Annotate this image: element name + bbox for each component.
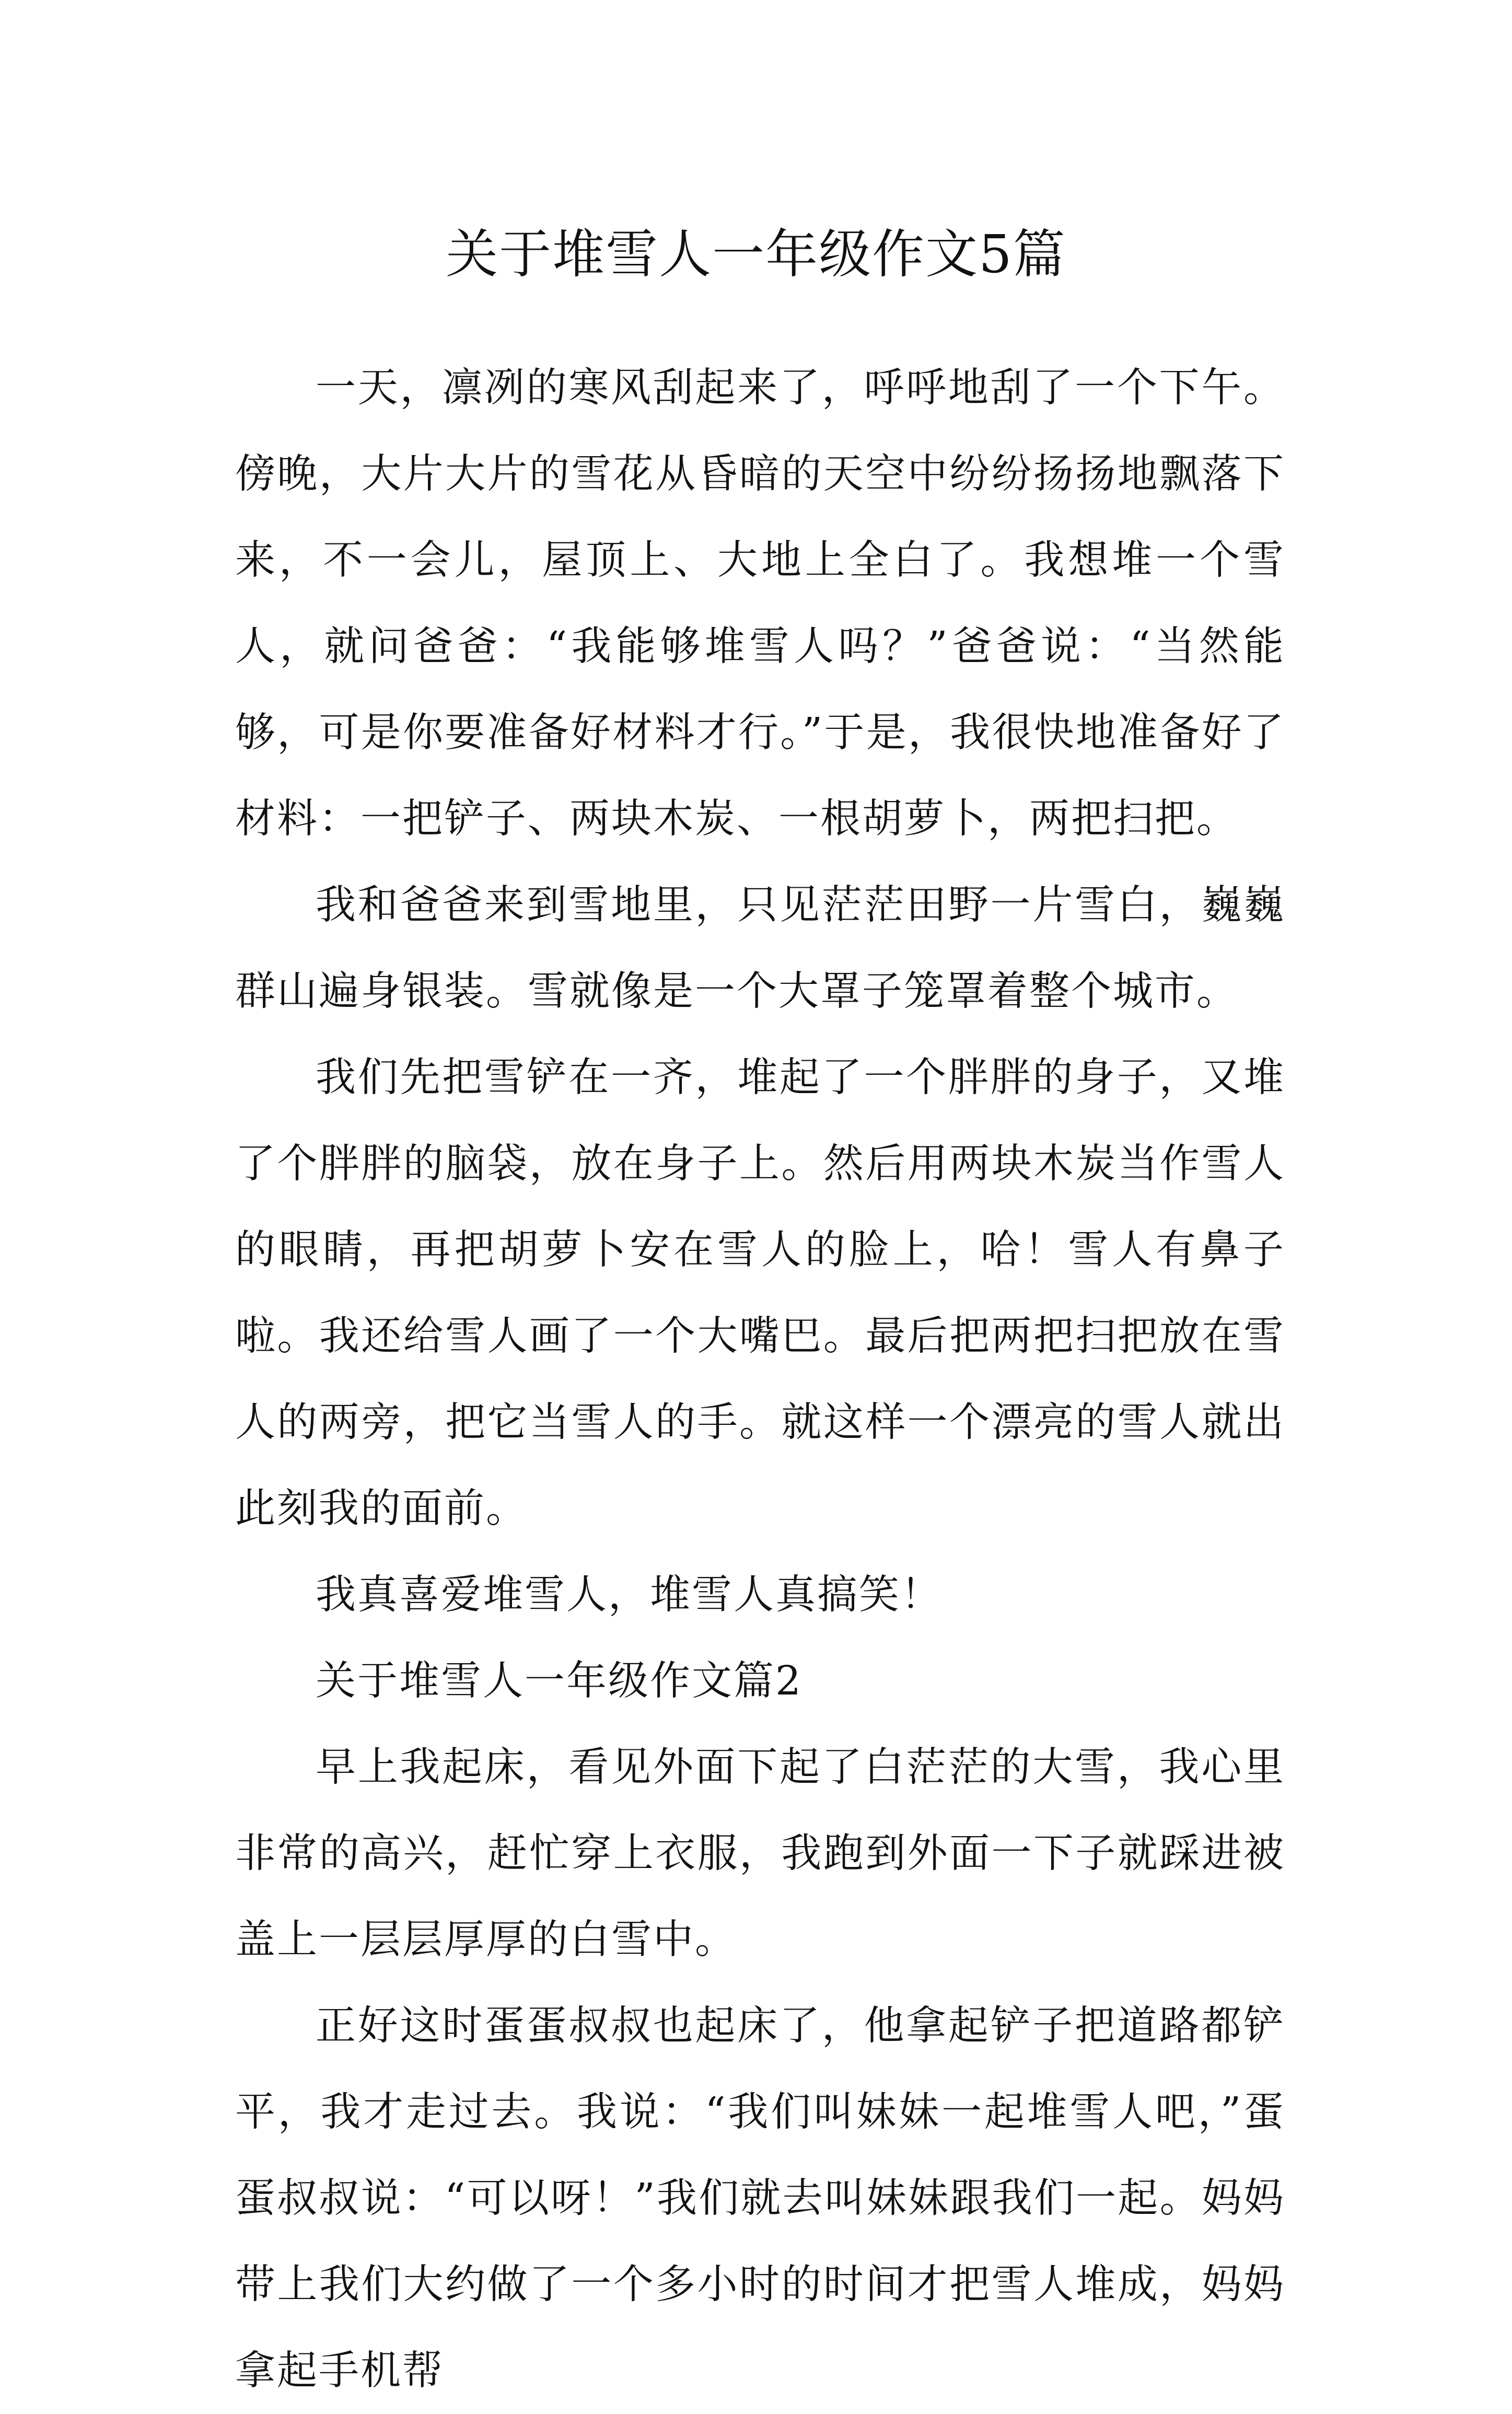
paragraph-1: 一天，凛冽的寒风刮起来了，呼呼地刮了一个下午。傍晚，大片大片的雪花从昏暗的天空中纷纷扬扬地飘落下来，不一会儿，屋顶上、大地上全白了。我想堆一个雪人，就问爸爸：“我能够堆雪人吗？”爸爸说：“当然能够，可是你要准备好材料才行。”于是，我很快地准备好了材料：一把铲子、两块木炭、一根胡萝卜，两把扫把。	[235, 365, 1285, 842]
paragraph-4: 我真喜爱堆雪人，堆雪人真搞笑！	[316, 1572, 943, 1618]
paragraph-5: 早上我起床，看见外面下起了白茫茫的大雪，我心里非常的高兴，赶忙穿上衣服，我跑到外面一下子就踩进被盖上一层层厚厚的白雪中。	[235, 1744, 1285, 1963]
paragraph-2: 我和爸爸来到雪地里，只见茫茫田野一片雪白，巍巍群山遍身银装。雪就像是一个大罩子笼罩着整个城市。	[235, 882, 1285, 1015]
document-body	[235, 345, 1285, 2414]
document-title: 关于堆雪人一年级作文5篇	[446, 224, 1066, 285]
paragraph-6: 正好这时蛋蛋叔叔也起床了，他拿起铲子把道路都铲平，我才走过去。我说：“我们叫妹妹一起堆雪人吧，”蛋蛋叔叔说：“可以呀！”我们就去叫妹妹跟我们一起。妈妈带上我们大约做了一个多小时的时间才把雪人堆成，妈妈拿起手机帮	[235, 2003, 1285, 2394]
section-heading: 关于堆雪人一年级作文篇2	[316, 1658, 802, 1704]
paragraph-3: 我们先把雪铲在一齐，堆起了一个胖胖的身子，又堆了个胖胖的脑袋，放在身子上。然后用两块木炭当作雪人的眼睛，再把胡萝卜安在雪人的脸上，哈！雪人有鼻子啦。我还给雪人画了一个大嘴巴。最后把两把扫把放在雪人的两旁，把它当雪人的手。就这样一个漂亮的雪人就出此刻我的面前。	[235, 1054, 1285, 1532]
